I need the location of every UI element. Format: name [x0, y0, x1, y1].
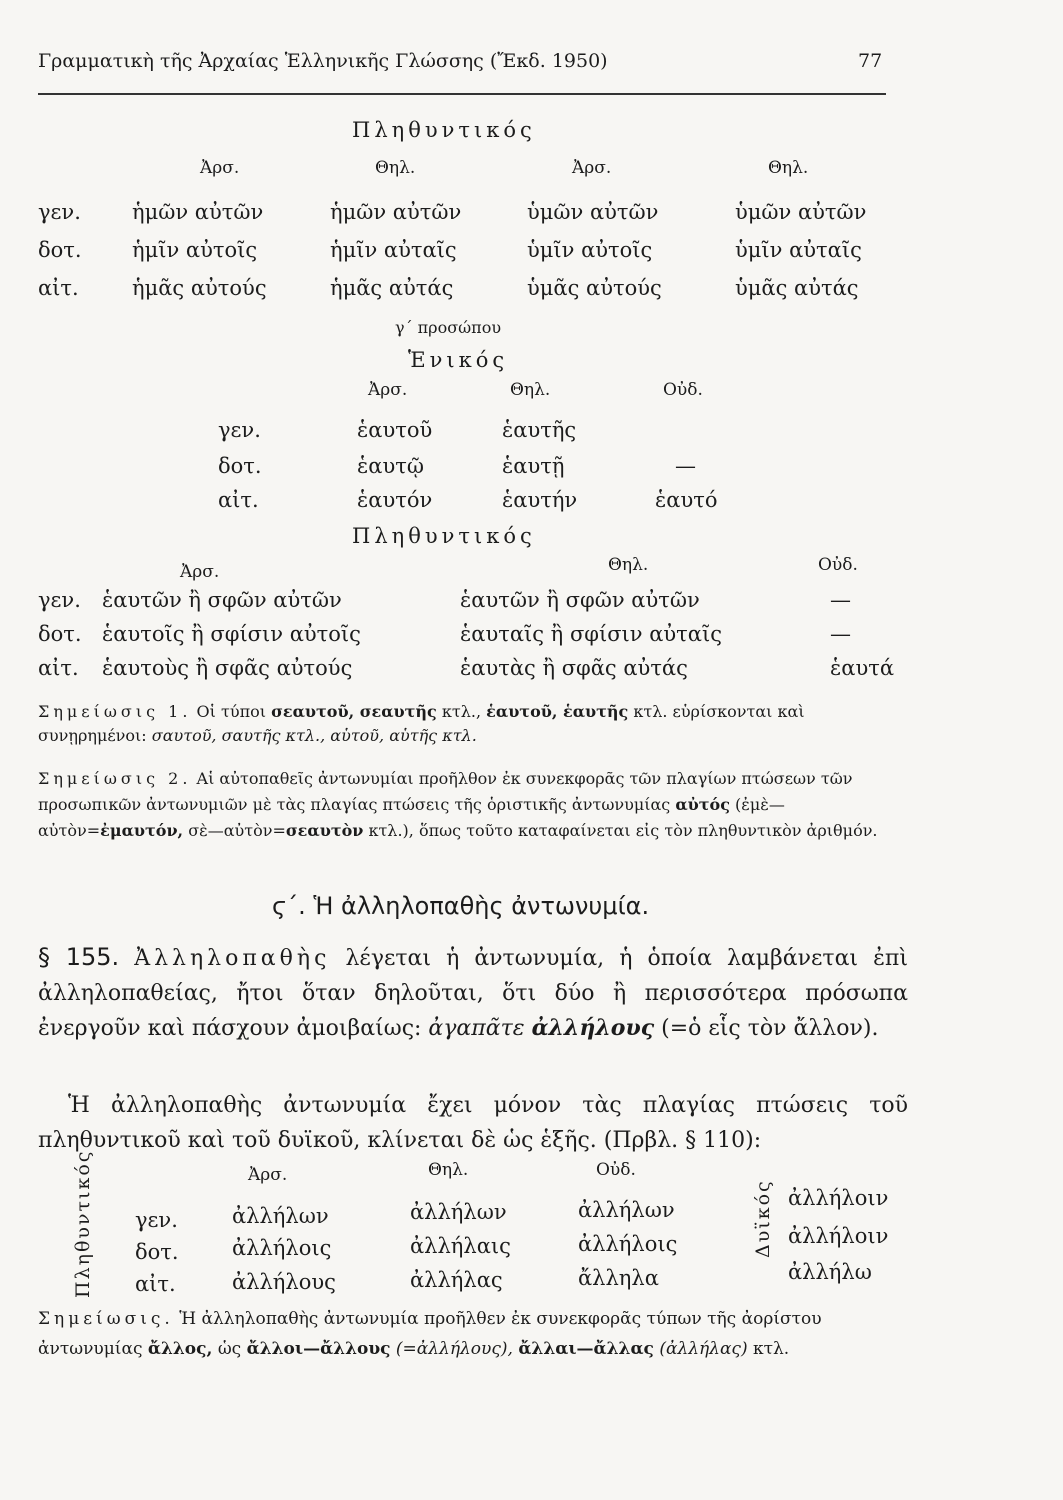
col-header-neut: Οὐδ. [663, 380, 703, 400]
table-cell: — [830, 622, 851, 646]
table-cell: ὑμῶν αὐτῶν [735, 200, 867, 224]
note-bold-term: ἄλλαι—ἄλλας [518, 1339, 654, 1359]
note-3 [38, 1304, 906, 1364]
col-header-masc: Ἀρσ. [572, 158, 612, 178]
paragraph-text: (=ὁ εἷς τὸν ἄλλον). [661, 1016, 879, 1041]
table-cell: ἀλλήλων [410, 1200, 507, 1224]
side-label-plural: Πληθυντικός [72, 1149, 94, 1298]
note-italic-gloss: (ἀλλήλας) [659, 1339, 748, 1359]
col-header-fem: Θηλ. [768, 158, 809, 178]
note-text: Οἱ τύποι [196, 702, 266, 721]
table-cell: ἑαυταῖς ἢ σφίσιν αὐταῖς [460, 622, 722, 646]
table-cell: ἑαυτά [830, 656, 895, 680]
table-cell: ἑαυτὰς ἢ σφᾶς αὐτάς [460, 656, 688, 680]
note-label: Σημείωσις 2. [38, 769, 192, 788]
table-cell: ἑαυτό [655, 488, 718, 512]
col-header-neut: Οὐδ. [596, 1160, 636, 1180]
case-label: αἰτ. [135, 1272, 176, 1296]
col-header-fem: Θηλ. [375, 158, 416, 178]
table-cell: ἑαυτῷ [357, 454, 424, 478]
table-cell: ἡμῖν αὐταῖς [330, 238, 457, 262]
col-header-neut: Οὐδ. [818, 555, 858, 575]
note-text: κτλ.), ὅπως τοῦτο καταφαίνεται εἰς τὸν πληθυντικὸν ἀριθμόν. [368, 821, 878, 840]
case-label: δοτ. [135, 1240, 179, 1264]
note-italic-forms: σαυτοῦ, σαυτῆς κτλ., αὑτοῦ, αὑτῆς κτλ. [151, 726, 477, 745]
page-number: 77 [858, 50, 883, 72]
note-1 [38, 700, 906, 748]
section-number: § 155. [38, 943, 120, 971]
col-header-masc: Ἀρσ. [200, 158, 240, 178]
note-text: ὡς [217, 1339, 242, 1359]
note-text: Αἱ αὐτοπαθεῖς ἀντωνυμίαι προῆλθον ἐκ συνεκφορᾶς τῶν πλαγίων πτώσεων τῶν προσωπικῶν ἀντωνυμιῶν μὲ τὰς πλαγίας πτώσεις τῆς ὁριστικῆς ἀντωνυμίας [38, 769, 853, 814]
table-subtitle: γ΄ προσώπου [395, 318, 502, 337]
col-header-masc: Ἀρσ. [368, 380, 408, 400]
table-title: Πληθυντικός [352, 524, 536, 548]
note-2 [38, 766, 906, 844]
table-cell: ἀλλήλους [232, 1270, 336, 1294]
section-heading: ϛ΄. Ἡ ἀλληλοπαθὴς ἀντωνυμία. [272, 892, 650, 920]
case-label: δοτ. [38, 238, 82, 262]
table-cell-dual: ἀλλήλοιν [788, 1186, 889, 1210]
table-cell: ἡμᾶς αὐτούς [132, 276, 267, 300]
table-cell: ἡμῖν αὐτοῖς [132, 238, 258, 262]
table-cell: ὑμᾶς αὐτάς [735, 276, 859, 300]
note-bold-term: σεαυτὸν [285, 821, 364, 840]
case-label: αἰτ. [38, 276, 79, 300]
case-label: αἰτ. [218, 488, 259, 512]
section-155-paragraph [38, 940, 908, 1046]
table-cell: ἀλλήλων [578, 1198, 675, 1222]
note-bold-term: ἄλλος, [147, 1339, 213, 1359]
table-cell: — [675, 454, 696, 478]
note-text: Ἡ ἀλληλοπαθὴς ἀντωνυμία προῆλθεν ἐκ συνεκφορᾶς τύπων τῆς ἀορίστου ἀντωνυμίας [38, 1309, 822, 1359]
case-label: γεν. [38, 200, 81, 224]
table-cell: ἑαυτῇ [502, 454, 565, 478]
col-header-masc: Ἀρσ. [180, 562, 220, 582]
table-cell-dual: ἀλλήλω [788, 1260, 872, 1284]
note-text: κτλ., [441, 702, 482, 721]
table-cell: ἑαυτῶν ἢ σφῶν αὐτῶν [102, 588, 342, 612]
table-cell: ἑαυτῶν ἢ σφῶν αὐτῶν [460, 588, 700, 612]
note-label: Σημείωσις 1. [38, 702, 192, 721]
table-cell: ἀλλήλας [410, 1268, 503, 1292]
table-cell: ἀλλήλοις [232, 1236, 332, 1260]
case-label: δοτ. [38, 622, 82, 646]
header-rule [38, 93, 886, 95]
table-cell-dual: ἀλλήλοιν [788, 1224, 889, 1248]
case-label: γεν. [218, 418, 261, 442]
case-label: αἰτ. [38, 656, 79, 680]
table-cell: ὑμῖν αὐτοῖς [527, 238, 653, 262]
table-cell: ἑαυτόν [357, 488, 433, 512]
note-label: Σημείωσις. [38, 1309, 174, 1329]
section-term: Ἀλληλοπαθὴς [134, 946, 331, 971]
note-text: κτλ. εὑρίσκονται καὶ συνῃρημένοι: [38, 702, 805, 745]
note-text: (ἐμὲ—αὐτὸν= [38, 795, 785, 840]
table-title: Ἑνικός [408, 348, 509, 372]
example-bold-word: ἀλλήλους [531, 1015, 655, 1041]
running-header: Γραμματικὴ τῆς Ἀρχαίας Ἑλληνικῆς Γλώσσης (Ἔκδ. 1950) [38, 50, 608, 72]
col-header-fem: Θηλ. [428, 1160, 469, 1180]
table-cell: ὑμῖν αὐταῖς [735, 238, 862, 262]
table-title: Πληθυντικός [352, 118, 536, 142]
note-text: σὲ—αὐτὸν= [188, 821, 286, 840]
section-155-paragraph-2: Ἡ ἀλληλοπαθὴς ἀντωνυμία ἔχει μόνον τὰς πλαγίας πτώσεις τοῦ πληθυντικοῦ καὶ τοῦ δυϊκοῦ, κλίνεται δὲ ὡς ἑξῆς. (Πρβλ. § 110): [38, 1093, 908, 1153]
table-cell: — [830, 588, 851, 612]
side-label-dual: Δυϊκός [752, 1179, 774, 1258]
table-cell: ἑαυτοῖς ἢ σφίσιν αὐτοῖς [102, 622, 361, 646]
case-label: γεν. [38, 588, 81, 612]
table-cell: ἡμᾶς αὐτάς [330, 276, 454, 300]
table-cell: ἡμῶν αὐτῶν [132, 200, 264, 224]
note-bold-term: σεαυτοῦ, σεαυτῆς [271, 702, 437, 721]
table-cell: ἀλλήλων [232, 1204, 329, 1228]
note-bold-term: ἄλλοι—ἄλλους [246, 1339, 391, 1359]
example-word: ἀγαπᾶτε [428, 1016, 525, 1041]
col-header-masc: Ἀρσ. [248, 1165, 288, 1185]
note-text: κτλ. [753, 1339, 790, 1359]
table-cell: ἀλλήλαις [410, 1234, 511, 1258]
table-cell: ἑαυτήν [502, 488, 578, 512]
table-cell: ἑαυτοὺς ἢ σφᾶς αὐτούς [102, 656, 353, 680]
table-cell: ἡμῶν αὐτῶν [330, 200, 462, 224]
note-bold-term: αὐτός [675, 795, 730, 814]
note-bold-term: ἐμαυτόν, [100, 821, 184, 840]
paragraph-text: λέγεται ἡ ἀντωνυμία, ἡ ὁποία λαμβάνεται ἐπὶ ἀλληλοπαθείας, ἤτοι ὅταν δηλοῦται, ὅτι δύο ἢ περισσότερα πρόσωπα ἐνεργοῦν καὶ πάσχουν ἀμοιβαίως: [38, 946, 908, 1041]
table-cell: ἑαυτῆς [502, 418, 577, 442]
case-label: γεν. [135, 1208, 178, 1232]
table-cell: ἄλληλα [578, 1266, 659, 1290]
table-cell: ἑαυτοῦ [357, 418, 433, 442]
table-cell: ἀλλήλοις [578, 1232, 678, 1256]
case-label: δοτ. [218, 454, 262, 478]
table-cell: ὑμῶν αὐτῶν [527, 200, 659, 224]
col-header-fem: Θηλ. [608, 555, 649, 575]
table-cell: ὑμᾶς αὐτούς [527, 276, 662, 300]
note-bold-term: ἑαυτοῦ, ἑαυτῆς [486, 702, 629, 721]
col-header-fem: Θηλ. [510, 380, 551, 400]
note-italic-gloss: (=ἀλλήλους), [395, 1339, 513, 1359]
